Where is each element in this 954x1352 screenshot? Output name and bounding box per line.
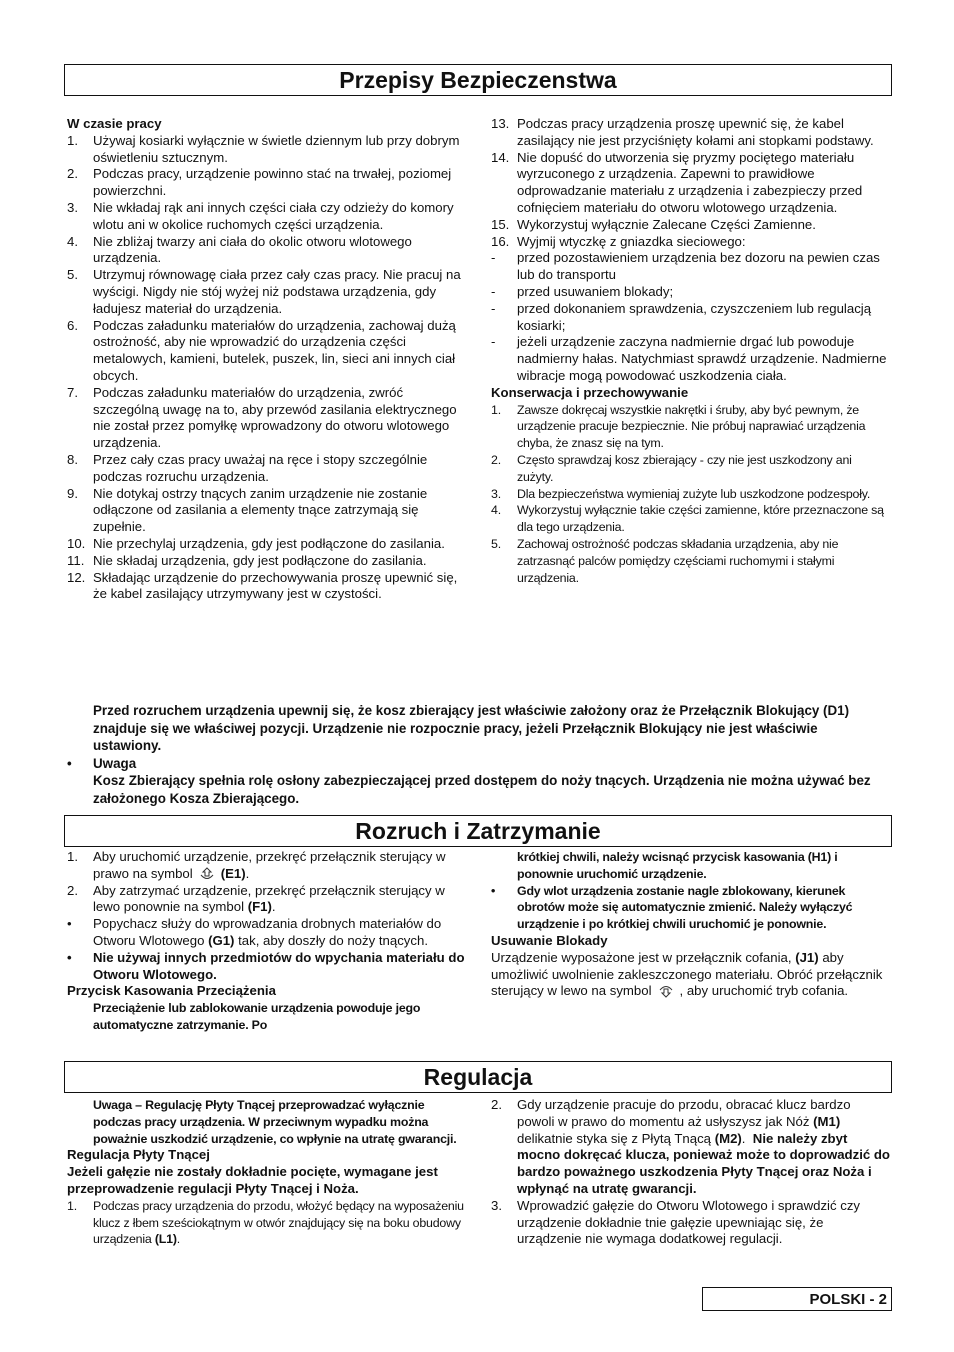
list-item <box>67 536 465 553</box>
item-number: - <box>491 300 496 316</box>
item-text: Gdy wlot urządzenia zostanie nagle zblokowany, kierunek obrotów może się automatycznie zmienić. Należy wyłączyć urządzenie i po krótkiej chwili uruchomić je ponownie. <box>517 883 853 932</box>
overload-text: Przeciążenie lub zablokowanie urządzenia powoduje jego automatyczne zatrzymanie. Po <box>93 1001 421 1032</box>
item-number: 2. <box>491 452 501 467</box>
blockage-text <box>491 950 891 1000</box>
section-title-adjustment: Regulacja <box>64 1061 892 1093</box>
item-text: Nie przechylaj urządzenia, gdy jest podłączone do zasilania. <box>93 535 445 551</box>
list-item <box>491 250 891 284</box>
maintenance-list <box>491 402 891 587</box>
item-number: 13. <box>491 116 510 131</box>
item-number: 6. <box>67 317 78 333</box>
list-item <box>491 334 891 384</box>
list-item <box>67 950 465 984</box>
item-number: - <box>491 250 496 266</box>
list-item <box>67 166 465 200</box>
list-item <box>67 883 465 917</box>
start-left-column <box>67 849 465 1034</box>
item-number: 14. <box>491 149 510 165</box>
item-number: - <box>491 334 496 350</box>
heading-during-work: W czasie pracy <box>67 116 162 131</box>
list-item <box>67 200 465 234</box>
punct: . <box>741 1130 746 1146</box>
ref-f1: (F1) <box>247 899 272 915</box>
adjust-right-column <box>491 1097 891 1248</box>
item-text: Popychacz służy do wprowadzania drobnych materiałów do Otworu Wlotowego <box>93 916 442 948</box>
list-item <box>67 849 465 883</box>
note-text: Kosz Zbierający spełnia rolę osłony zabezpieczającej przed dostępem do noży tnących. Urządzenia nie można używać bez założonego Kosza Zbierającego. <box>93 773 871 806</box>
adjust-left-column <box>67 1097 465 1248</box>
item-text: Wprowadzić gałęzie do Otworu Wlotowego i sprawdzić czy urządzenie dokładnie tnie gałęzie upewniając się, że urządzenie nie wymaga dodatkowej regulacji. <box>517 1197 861 1247</box>
reverse-rotation-icon <box>656 984 676 998</box>
adjust-intro: Jeżeli gałęzie nie zostały dokładnie pocięte, wymagane jest przeprowadzenie regulacji Płyty Tnącej i Noża. <box>67 1164 438 1196</box>
item-number: 2. <box>491 1097 502 1112</box>
list-item <box>491 150 891 217</box>
item-number: 10. <box>67 535 86 551</box>
item-text: Używaj kosiarki wyłącznie w świetle dziennym lub przy dobrym oświetleniu sztucznym. <box>93 132 460 165</box>
ref-m2: (M2) <box>714 1130 742 1146</box>
item-text: Gdy urządzenie pracuje do przodu, obracać klucz bardzo powoli w prawo do momentu aż usłyszysz jak Nóż <box>517 1097 851 1129</box>
list-item <box>491 452 891 486</box>
item-text: Wyjmij wtyczkę z gniazdka sieciowego: <box>517 233 746 249</box>
item-number: 5. <box>491 536 501 551</box>
item-text: Podczas pracy urządzenia proszę upewnić się, że kabel zasilający nie jest przyciśnięty kołami ani stopkami podstawy. <box>517 116 874 148</box>
list-item <box>491 301 891 335</box>
item-text: Podczas pracy, urządzenie powinno stać na trwałej, poziomej powierzchni. <box>93 166 452 199</box>
item-number: 3. <box>491 1197 502 1213</box>
blockage-heading: Usuwanie Blokady <box>491 932 608 948</box>
note-item <box>67 755 887 773</box>
list-item <box>67 916 465 950</box>
list-item <box>491 502 891 536</box>
item-text: Przez cały czas pracy uważaj na ręce i stopy szczególnie podczas rozruchu urządzenia. <box>93 451 428 484</box>
item-number: 1. <box>67 849 78 864</box>
adjust-warning: Uwaga – Regulację Płyty Tnącej przeprowadzać wyłącznie podczas pracy urządzenia. W przeciwnym wypadku można poważnie uszkodzić urządzenie, co wpłynie na utratę gwarancji. <box>93 1098 457 1146</box>
item-text: Wykorzystuj wyłącznie takie części zamienne, które przeznaczone są dla tego urządzenia. <box>517 503 884 535</box>
item-number: - <box>491 283 496 299</box>
item-text: przed usuwaniem blokady; <box>517 283 674 299</box>
list-item <box>491 234 891 251</box>
item-text: Nie zbliżaj twarzy ani ciała do okolic otworu wlotowego urządzenia. <box>93 233 412 266</box>
list-item <box>491 486 891 503</box>
item-number: 4. <box>67 233 78 249</box>
item-number: 2. <box>67 882 78 898</box>
item-text: Podczas załadunku materiałów do urządzenia, zachowaj dużą ostrożność, aby nie wprowadzić do urządzenia części metalowych, kamieni, butelek, puszek, lin, sieci ani innych ciał obcych. <box>93 317 456 383</box>
item-text: Nie wkładaj rąk ani innych części ciała czy odzieży do komory wlotu ani w okolice ruchomych części urządzenia. <box>93 199 454 232</box>
list-item <box>491 536 891 586</box>
list-item <box>491 1097 891 1198</box>
item-text: Często sprawdzaj kosz zbierający - czy nie jest uszkodzony ani zużyty. <box>517 452 852 484</box>
list-item <box>67 452 465 486</box>
item-text: Zachowaj ostrożność podczas składania urządzenia, aby nie zatrzasnąć palców pomiędzy częściami ruchomymi i stałymi urządzenia. <box>517 536 839 585</box>
start-right-column <box>491 849 891 1000</box>
list-item <box>491 402 891 452</box>
list-item <box>67 553 465 570</box>
list-item <box>67 570 465 604</box>
item-text: tak, aby doszły do noży tnących. <box>238 932 428 948</box>
item-text: jeżeli urządzenie zaczyna nadmiernie drgać lub powoduje nadmierny hałas. Natychmiast sprawdź urządzenie. Nadmierne wibracje mogą powodować uszkodzenia ciała. <box>517 334 887 383</box>
ref-g1: (G1) <box>208 932 235 948</box>
list-item <box>491 217 891 234</box>
item-number: 9. <box>67 485 78 501</box>
list-item <box>67 1198 465 1248</box>
item-text: delikatnie styka się z Płytą Tnącą <box>517 1130 712 1146</box>
item-number: 1. <box>491 402 501 417</box>
item-text: Podczas załadunku materiałów do urządzenia, zwróć szczególną uwagę na to, aby przewód zasilania elektrycznego nie został przez pomyłkę wprowadzony do otworu wlotowego urządzenia. <box>93 384 457 451</box>
item-text: Utrzymuj równowagę ciała przez cały czas pracy. Nie pracuj na wyścigi. Nigdy nie stój wyżej niż podstawa urządzenia, gdy ładujesz materiał do urządzenia. <box>93 267 461 316</box>
safety-warning-block <box>67 702 887 808</box>
item-text: przed dokonaniem sprawdzenia, czyszczeniem lub regulacją kosiarki; <box>517 300 872 333</box>
list-item <box>67 318 465 385</box>
list-item <box>491 284 891 301</box>
safety-list-left <box>67 133 465 603</box>
item-text: przed pozostawieniem urządzenia bez dozoru na pewien czas lub do transportu <box>517 250 880 283</box>
ref-m1: (M1) <box>813 1113 841 1129</box>
punct: . <box>176 1232 181 1247</box>
item-text: Nie dopuść do utworzenia się pryzmy pociętego materiału wyrzuconego z urządzenia. Zapewni to prawidłowe odprowadzanie materiału z urządzenia i zabezpieczy przed cofnięciem materiału do otworu wlotowego urządzenia. <box>517 149 863 215</box>
ref-e1: (E1) <box>220 865 246 881</box>
item-number: 11. <box>67 552 85 568</box>
ref-l1: (L1) <box>154 1232 177 1247</box>
list-item <box>491 883 891 933</box>
text: , aby uruchomić tryb cofania. <box>679 983 849 999</box>
forward-rotation-icon <box>197 867 217 881</box>
overload-heading: Przycisk Kasowania Przeciążenia <box>67 983 276 999</box>
safety-right-column <box>491 116 891 586</box>
item-number: 2. <box>67 166 78 182</box>
item-text: Nie dotykaj ostrzy tnących zanim urządzenie nie zostanie odłączone od zasilania a elementy tnące zatrzymają się zupełnie. <box>93 485 428 535</box>
item-number: 7. <box>67 384 78 400</box>
note-label: Uwaga <box>93 755 137 771</box>
text: aby umożliwić uwolnienie zakleszczonego materiału. Obróć przełącznik sterujący w lewo na symbol <box>491 949 883 999</box>
item-number: 1. <box>67 1198 77 1213</box>
punct: . <box>245 865 250 881</box>
item-text: Wykorzystuj wyłącznie Zalecane Części Zamienne. <box>517 216 816 232</box>
list-item <box>67 385 465 452</box>
heading-maintenance: Konserwacja i przechowywanie <box>491 384 689 400</box>
list-item <box>67 267 465 317</box>
list-item <box>491 116 891 150</box>
section-title-start-stop: Rozruch i Zatrzymanie <box>64 815 892 847</box>
item-text: Nie składaj urządzenia, gdy jest podłączone do zasilania. <box>93 552 427 568</box>
bullet: • <box>67 949 72 965</box>
item-text: Składając urządzenie do przechowywania proszę upewnić się, że kabel zasilający utrzymywany jest w czystości. <box>93 569 458 602</box>
list-item <box>67 133 465 167</box>
item-number: 16. <box>491 233 510 249</box>
item-number: 1. <box>67 132 78 148</box>
item-number: 15. <box>491 216 510 232</box>
ref-j1: (J1) <box>795 949 819 965</box>
item-number: 8. <box>67 451 78 467</box>
item-number: 5. <box>67 267 78 283</box>
item-text: Nie używaj innych przedmiotów do wpychania materiału do Otworu Wlotowego. <box>93 949 465 982</box>
item-number: 3. <box>491 486 501 501</box>
punct: . <box>271 899 276 915</box>
item-number: 3. <box>67 199 78 215</box>
bullet: • <box>491 883 496 898</box>
safety-left-column <box>67 116 465 603</box>
bullet: • <box>67 916 72 932</box>
list-item <box>67 486 465 536</box>
item-text: Aby uruchomić urządzenie, przekręć przełącznik sterujący w prawo na symbol <box>93 849 446 881</box>
item-text: Aby zatrzymać urządzenie, przekręć przełącznik sterujący w lewo ponownie na symbol <box>93 882 445 915</box>
list-item <box>67 234 465 268</box>
safety-list-right <box>491 116 891 385</box>
text: Urządzenie wyposażone jest w przełącznik cofania, <box>491 949 792 965</box>
adjust-heading: Regulacja Płyty Tnącej <box>67 1147 210 1163</box>
bullet: • <box>67 755 72 771</box>
item-number: 12. <box>67 569 86 585</box>
item-warning: Nie należy zbyt mocno dokręcać klucza, ponieważ może to doprowadzić do bardzo poważnego uszkodzenia Płyty Tnącej oraz Noża i wpłynąć na utratę gwarancji. <box>517 1130 890 1196</box>
item-number: 4. <box>491 503 501 518</box>
item-text: Dla bezpieczeństwa wymieniaj zużyte lub uszkodzone podzespoły. <box>517 486 871 501</box>
page-number: POLSKI - 2 <box>702 1287 892 1311</box>
item-text: Zawsze dokręcaj wszystkie nakrętki i śruby, aby być pewnym, że urządzenie pracuje bezpiecznie. Nie próbuj naprawiać urządzenia chyba, że znasz się na tym. <box>517 402 866 451</box>
list-item <box>491 1198 891 1248</box>
overload-continued: krótkiej chwili, należy wcisnąć przycisk kasowania (H1) i ponownie uruchomić urządzenie. <box>517 850 838 881</box>
section-title-safety: Przepisy Bezpieczenstwa <box>64 64 892 96</box>
item-text: Podczas pracy urządzenia do przodu, włożyć będący na wyposażeniu klucz z łbem sześciokątnym w otwór znajdujący się na boku obudowy urządzenia <box>93 1198 464 1247</box>
warning-paragraph: Przed rozruchem urządzenia upewnij się, że kosz zbierający jest właściwie założony oraz że Przełącznik Blokujący (D1) znajduje się we właściwej pozycji. Urządzenie nie rozpocznie pracy, jeżeli Przełącznik Blokujący nie jest właściwie ustawiony. <box>93 703 850 754</box>
